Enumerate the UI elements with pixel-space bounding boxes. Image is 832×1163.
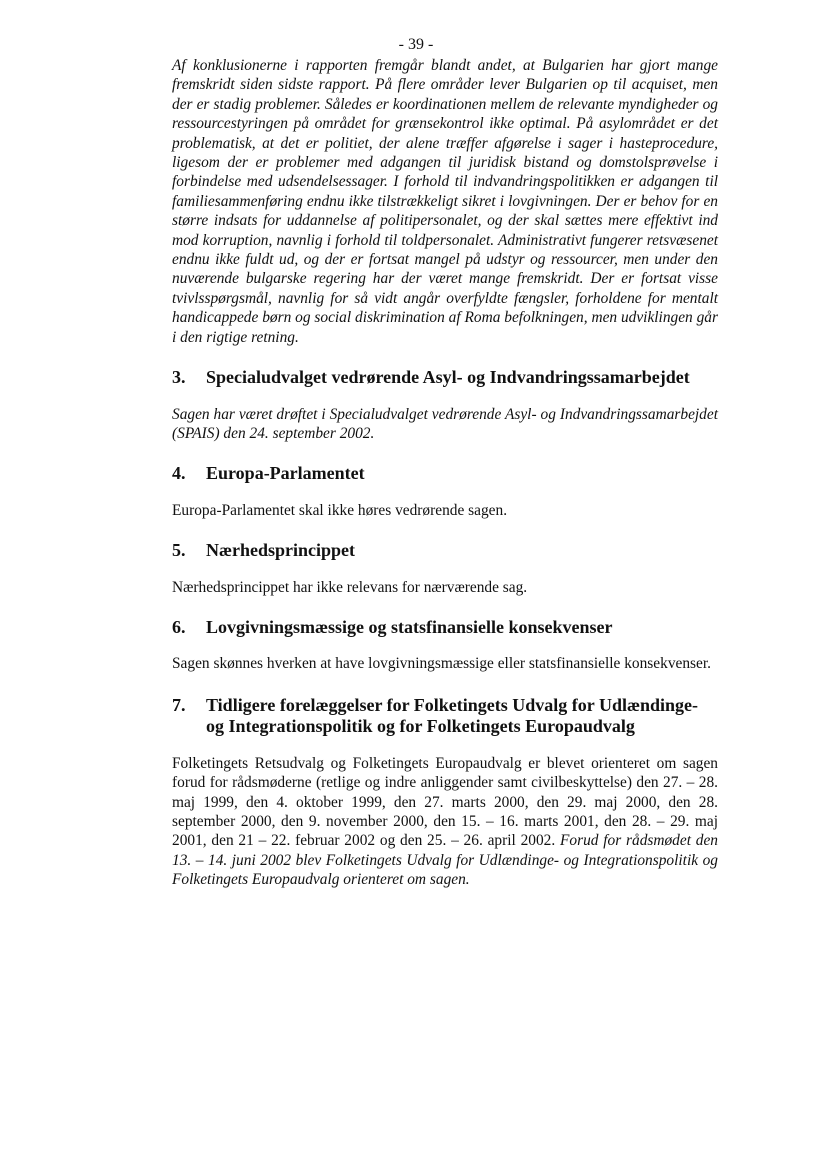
- section-heading: [172, 695, 718, 737]
- section-heading: [172, 618, 718, 637]
- page-number: - 39 -: [398, 36, 434, 53]
- section-number: 3.: [172, 367, 186, 388]
- section-heading: [172, 464, 718, 483]
- section-text: Europa-Parlamentet skal ikke høres vedrørende sagen.: [172, 501, 508, 519]
- section-number: 5.: [172, 540, 186, 561]
- section-text: Sagen skønnes hverken at have lovgivningsmæssige eller statsfinansielle konsekvenser.: [172, 655, 711, 673]
- section-number: 7.: [172, 694, 186, 715]
- section-title: Lovgivningsmæssige og statsfinansielle konsekvenser: [206, 616, 613, 637]
- section-text-italic: Forud for rådsmødet den 13. – 14. juni 2002 blev Folketingets Udvalg for Udlændinge- og Integrationspolitik og Folketingets Europaudvalg orienteret om sagen.: [172, 832, 718, 889]
- section-text: Nærhedsprincippet har ikke relevans for nærværende sag.: [172, 578, 528, 596]
- section-6: [172, 618, 718, 674]
- section-4: [172, 464, 718, 520]
- section-title: Tidligere forelæggelser for Folketingets Udvalg for Udlændinge- og Integrationspolitik og for Folketingets Europaudvalg: [206, 694, 698, 736]
- section-3: [172, 368, 718, 443]
- section-number: 6.: [172, 616, 186, 637]
- section-text-regular: Folketingets Retsudvalg og Folketingets Europaudvalg er blevet orienteret om sagen forud for rådsmøderne (retlige og indre anliggender samt civilbeskyttelse) den 27. – 28. maj 1999, den 4. oktober 1999, den 27. marts 2000, den 29. maj 2000, den 28. september 2000, den 9. november 2000, den 15. – 16. marts 2001, den 28. – 29. maj 2001, den 21 – 22. februar 2002 og den 25. – 26. april 2002.: [172, 754, 718, 850]
- section-heading: [172, 368, 718, 387]
- section-text: Sagen har været drøftet i Specialudvalget vedrørende Asyl- og Indvandringssamarbejdet (SPAIS) den 24. september 2002.: [172, 405, 718, 442]
- intro-paragraph: Af konklusionerne i rapporten fremgår blandt andet, at Bulgarien har gjort mange fremskridt siden sidste rapport. På flere områder lever Bulgarien op til acquiset, men der er stadig problemer. Således er koordinationen mellem de relevante myndigheder og ressourcestyringen på området for grænsekontrol ikke optimal. På asylområdet er det problematisk, at det er politiet, der alene træffer afgørelse i sager i hasteprocedure, ligesom der er problemer med adgangen til juridisk bistand og domstolsprøvelse i forbindelse med udsendelsessager. I forhold til indvandringspolitikken er adgangen til familiesammenføring endnu ikke tilstrækkeligt sikret i lovgivningen. Der er behov for en større indsats for uddannelse af politipersonalet, og der skal sættes mere effektivt ind mod korruption, navnlig i forhold til toldpersonalet. Administrativt fungerer retsvæsenet endnu ikke fuldt ud, og der er fortsat mangel på udstyr og ressourcer, men under den nuværende bulgarske regering har der været mange fremskridt. Der er fortsat visse tvivlsspørgsmål, navnlig for så vidt angår overfyldte fængsler, forholdene for mentalt handicappede børn og social diskrimination af Roma befolkningen, men udviklingen går i den rigtige retning.: [172, 57, 718, 346]
- section-7: [172, 695, 718, 890]
- document-body: [172, 56, 718, 890]
- section-title: Europa-Parlamentet: [206, 463, 365, 484]
- section-heading: [172, 541, 718, 560]
- section-title: Nærhedsprincippet: [206, 540, 356, 561]
- section-5: [172, 541, 718, 597]
- section-text: [172, 754, 718, 890]
- section-number: 4.: [172, 463, 186, 484]
- section-title: Specialudvalget vedrørende Asyl- og Indvandringssamarbejdet: [206, 367, 690, 388]
